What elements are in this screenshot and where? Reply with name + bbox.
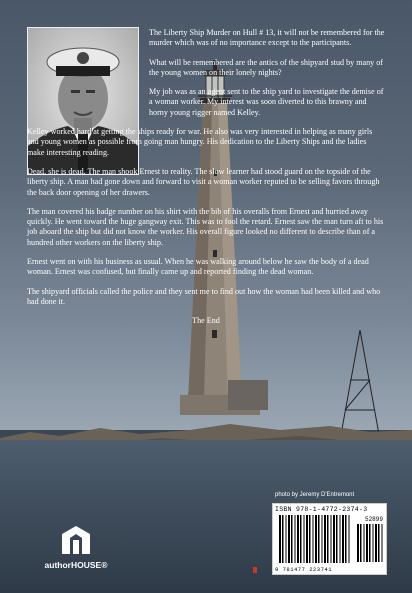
isbn-barcode bbox=[272, 503, 387, 575]
isbn-digits: 9 781477 223741 bbox=[275, 566, 333, 573]
barcode-bar bbox=[295, 515, 296, 563]
barcode-bar bbox=[373, 524, 374, 562]
barcode-bar bbox=[345, 515, 347, 563]
barcode-bar bbox=[300, 515, 302, 563]
barcode-bar bbox=[304, 515, 305, 563]
barcode-bar bbox=[360, 524, 362, 562]
photo-credit: photo by Jeremy D'Entremont bbox=[275, 492, 355, 498]
paragraph: The Liberty Ship Murder on Hull # 13, it will not be remembered for the murder which was of no importance except to the participants. bbox=[149, 28, 385, 48]
barcode-bar bbox=[324, 515, 326, 563]
barcode-bar bbox=[313, 515, 314, 563]
paragraph: My job was as an agent sent to the ship yard to investigate the demise of a woman worker. My interest was soon diverted to this brawny and horny young rigger named Kelley. bbox=[149, 87, 384, 117]
publisher-name: authorHOUSE® bbox=[44, 560, 108, 570]
barcode-bar bbox=[286, 515, 287, 563]
barcode-bar bbox=[282, 515, 284, 563]
barcode-bar bbox=[349, 515, 350, 563]
barcode-bar bbox=[331, 515, 332, 563]
barcode-bar bbox=[340, 515, 341, 563]
barcode-bar bbox=[306, 515, 308, 563]
barcode-bar bbox=[382, 524, 383, 562]
paragraph: Kelley worked hard at getting the ships ready for war. He also was very interested in helping as many girls and young women as possible from going man hungry. His dedication to the Liberty Ships and the ladies make interesting reading. bbox=[27, 127, 373, 157]
barcode-bar bbox=[375, 524, 377, 562]
paragraph: The shipyard officials called the police and they sent me to find out how the woman had been killed and who had done it. bbox=[27, 286, 381, 306]
paragraph: The man covered his badge number on his shirt with the bib of his overalls from Ernest and hurried away quickly. He went toward the huge gangway exit. This was to fool the retard. Ernest saw the man turn aft to his job aboard the ship but did not know the worker. His overall figure looked no different to describe than of a hundred other workers on the liberty ship. bbox=[27, 206, 384, 247]
the-end-text: The End bbox=[192, 316, 220, 326]
barcode-bar bbox=[309, 515, 311, 563]
barcode-bar bbox=[342, 515, 344, 563]
paragraph: What will be remembered are the antics of the shipyard stud by many of the young women on their lonely nights? bbox=[149, 57, 383, 77]
barcode-bar bbox=[378, 524, 380, 562]
barcode-bar bbox=[357, 524, 359, 562]
paragraph: Ernest went on with his business as usual. When he was walking around below he saw the body of a dead woman. Ernest was confused, but finally came up and reported finding the dead woman. bbox=[27, 257, 369, 277]
publisher-logo bbox=[34, 524, 118, 574]
barcode-bar bbox=[327, 515, 329, 563]
price-code: 52899 bbox=[364, 516, 383, 523]
barcode-bar bbox=[288, 515, 290, 563]
barcode-bar bbox=[369, 524, 371, 562]
barcode-bar bbox=[336, 515, 338, 563]
barcode-bar bbox=[291, 515, 293, 563]
barcode-bar bbox=[315, 515, 317, 563]
barcode-bar bbox=[366, 524, 368, 562]
blurb-text bbox=[27, 28, 385, 336]
publisher-emblem-icon bbox=[60, 524, 92, 556]
isbn-label: ISBN 978-1-4772-2374-3 bbox=[275, 506, 368, 513]
barcode-bar bbox=[364, 524, 365, 562]
barcode-bar bbox=[322, 515, 323, 563]
barcode-bar bbox=[333, 515, 335, 563]
barcode-bar bbox=[297, 515, 299, 563]
barcode-bar bbox=[318, 515, 320, 563]
price-barcode-bars bbox=[357, 524, 383, 564]
barcode-bars bbox=[279, 515, 351, 565]
buoy bbox=[253, 567, 257, 573]
barcode-bar bbox=[279, 515, 281, 563]
paragraph: Dead, she is dead. The man shook Ernest to reality. The slow learner had stood guard on the topside of the liberty ship. A man had gone down and forward to visit a woman worker reputed to be selling favors through the back door opening of her drawers. bbox=[27, 166, 380, 197]
